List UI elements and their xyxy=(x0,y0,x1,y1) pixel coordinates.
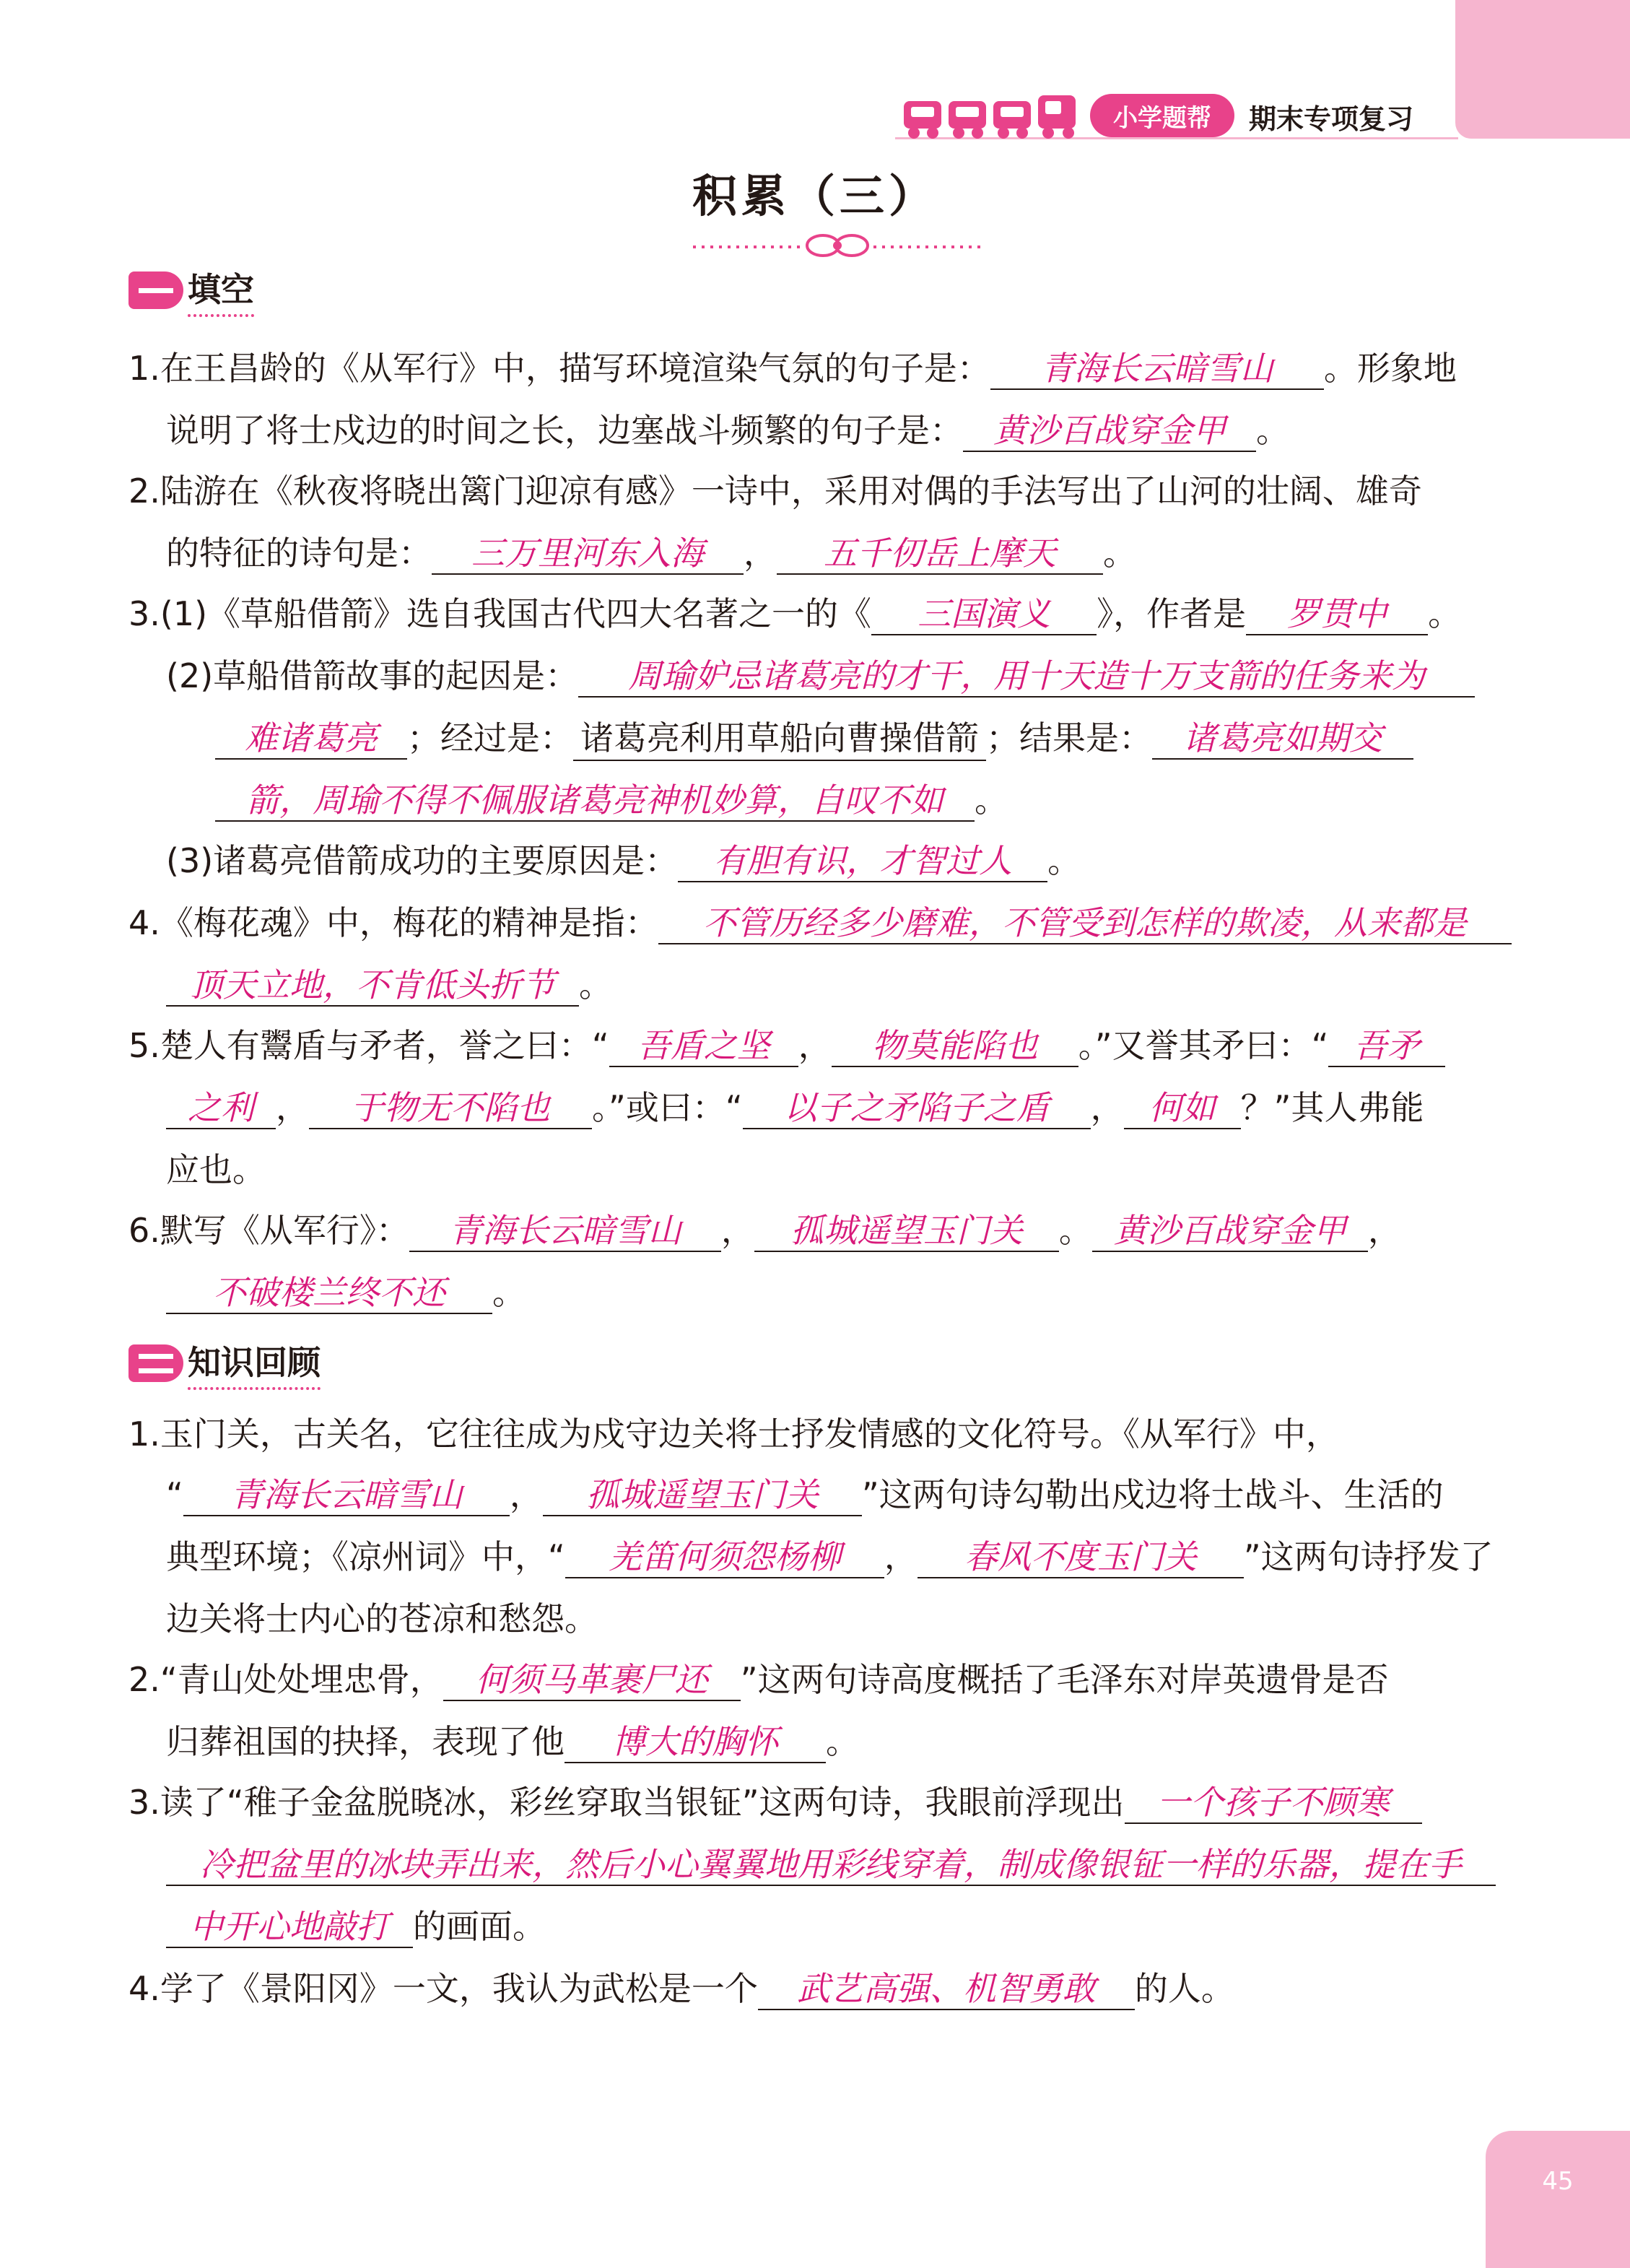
review-4-line-1: 4.学了《景阳冈》一文，我认为武松是一个 武艺高强、机智勇敢 的人。 xyxy=(128,1967,1234,2010)
answer-blank[interactable]: 孤城遥望玉门关 xyxy=(543,1474,862,1516)
header-title: 期末专项复习 xyxy=(1249,103,1414,135)
question-3-2-line-2: 难诸葛亮 ；经过是： 诸葛亮利用草船向曹操借箭 ；结果是： 诸葛亮如期交 xyxy=(215,716,1413,761)
answer-blank[interactable]: 冷把盆里的冰块弄出来，然后小心翼翼地用彩线穿着，制成像银钲一样的乐器，提在手 xyxy=(166,1844,1496,1886)
section-label: 填空 xyxy=(188,264,254,317)
answer-blank[interactable]: 羌笛何须怨杨柳 xyxy=(565,1537,884,1578)
corner-tab xyxy=(1455,0,1630,139)
section-badge xyxy=(128,1344,183,1382)
question-3-line-1: 3.(1)《草船借箭》选自我国古代四大名著之一的《 三国演义 》，作者是 罗贯中 。 xyxy=(128,592,1461,635)
question-3-2-line-3: 箭，周瑜不得不佩服诸葛亮神机妙算，自叹不如 。 xyxy=(215,778,1008,822)
answer-blank[interactable]: 以子之矛陷子之盾 xyxy=(743,1087,1091,1129)
answer-blank[interactable]: 箭，周瑜不得不佩服诸葛亮神机妙算，自叹不如 xyxy=(215,780,975,822)
review-1-line-3: 典型环境；《凉州词》中，“ 羌笛何须怨杨柳 ， 春风不度玉门关 ”这两句诗抒发了 xyxy=(166,1535,1494,1578)
answer-blank[interactable]: 武艺高强、机智勇敢 xyxy=(758,1968,1135,2010)
answer-blank[interactable]: 博大的胸怀 xyxy=(565,1721,826,1763)
answer-blank[interactable]: 三国演义 xyxy=(871,594,1097,635)
answer-blank[interactable]: 中开心地敲打 xyxy=(166,1906,413,1948)
section-header-fill-blank xyxy=(128,261,254,319)
section-label: 知识回顾 xyxy=(188,1337,321,1390)
section-header-review xyxy=(128,1334,321,1392)
answer-blank[interactable]: 孤城遥望玉门关 xyxy=(754,1210,1059,1252)
question-5-line-1: 5.楚人有鬻盾与矛者，誉之曰：“ 吾盾之坚 ， 物莫能陷也 。”又誉其矛曰：“ 吾矛 xyxy=(128,1024,1445,1067)
question-1-line-2: 说明了将士戍边的时间之长，边塞战斗频繁的句子是： 黄沙百战穿金甲 。 xyxy=(166,409,1289,452)
review-1-line-2: “ 青海长云暗雪山 ， 孤城遥望玉门关 ”这两句诗勾勒出戍边将士战斗、生活的 xyxy=(166,1473,1444,1516)
answer-blank[interactable]: 春风不度玉门关 xyxy=(918,1537,1244,1578)
question-1-line-1: 1.在王昌龄的《从军行》中，描写环境渲染气氛的句子是： 青海长云暗雪山 。形象地 xyxy=(128,347,1457,390)
answer-blank[interactable]: 于物无不陷也 xyxy=(309,1087,592,1129)
answer-blank[interactable]: 三万里河东入海 xyxy=(432,533,744,575)
page-number: 45 xyxy=(1542,2167,1574,2196)
answer-blank[interactable]: 难诸葛亮 xyxy=(215,718,407,760)
answer-blank[interactable]: 不管历经多少磨难，不管受到怎样的欺凌，从来都是 xyxy=(658,903,1512,944)
review-1-line-4: 边关将士内心的苍凉和愁怨。 xyxy=(166,1599,598,1638)
answer-blank[interactable]: 诸葛亮如期交 xyxy=(1152,718,1413,760)
answer-blank[interactable]: 物莫能陷也 xyxy=(832,1025,1078,1067)
answer-blank[interactable]: 吾盾之坚 xyxy=(609,1025,798,1067)
answer-blank[interactable]: 顶天立地，不肯低头折节 xyxy=(166,965,579,1007)
answer-blank[interactable]: 吾矛 xyxy=(1328,1025,1445,1067)
answer-blank[interactable]: 之利 xyxy=(166,1087,276,1129)
answer-blank[interactable]: 何如 xyxy=(1124,1087,1241,1129)
brand-pill: 小学题帮 xyxy=(1090,94,1234,137)
question-5-line-2: 之利 ， 于物无不陷也 。”或曰：“ 以子之矛陷子之盾 ， 何如 ？”其人弗能 xyxy=(166,1086,1424,1129)
question-4-line-2: 顶天立地，不肯低头折节 。 xyxy=(166,963,612,1007)
review-3-line-3: 中开心地敲打 的画面。 xyxy=(166,1905,546,1948)
question-2-line-2: 的特征的诗句是： 三万里河东入海 ， 五千仞岳上摩天 。 xyxy=(166,531,1136,575)
answer-blank[interactable]: 一个孩子不顾寒 xyxy=(1125,1782,1422,1824)
question-3-2-line-1: (2)草船借箭故事的起因是： 周瑜妒忌诸葛亮的才干，用十天造十万支箭的任务来为 xyxy=(166,654,1475,698)
answer-blank[interactable]: 黄沙百战穿金甲 xyxy=(963,410,1256,452)
question-5-line-3: 应也。 xyxy=(166,1150,266,1189)
bow-divider-icon xyxy=(693,230,982,258)
answer-blank[interactable]: 五千仞岳上摩天 xyxy=(777,533,1103,575)
review-3-line-1: 3.读了“稚子金盆脱晓冰，彩丝穿取当银钲”这两句诗，我眼前浮现出 一个孩子不顾寒 xyxy=(128,1781,1422,1824)
answer-blank[interactable]: 青海长云暗雪山 xyxy=(990,348,1324,390)
answer-blank[interactable]: 不破楼兰终不还 xyxy=(166,1272,492,1314)
section-badge xyxy=(128,271,183,309)
answer-blank[interactable]: 青海长云暗雪山 xyxy=(409,1210,721,1252)
answer-blank[interactable]: 罗贯中 xyxy=(1246,594,1428,635)
train-icon xyxy=(901,91,1081,143)
answer-blank[interactable]: 周瑜妒忌诸葛亮的才干，用十天造十万支箭的任务来为 xyxy=(578,656,1475,698)
review-2-line-1: 2.“青山处处埋忠骨， 何须马革裹尸还 ”这两句诗高度概括了毛泽东对岸英遗骨是否 xyxy=(128,1658,1389,1701)
question-3-3-line: (3)诸葛亮借箭成功的主要原因是： 有胆有识，才智过人 。 xyxy=(166,839,1081,882)
review-1-line-1: 1.玉门关，古关名，它往往成为戍守边关将士抒发情感的文化符号。《从军行》中， xyxy=(128,1415,1339,1454)
question-6-line-1: 6.默写《从军行》： 青海长云暗雪山 ， 孤城遥望玉门关 。 黄沙百战穿金甲 ， xyxy=(128,1209,1401,1252)
question-2-line-1: 2.陆游在《秋夜将晓出篱门迎凉有感》一诗中，采用对偶的手法写出了山河的壮阔、雄奇 xyxy=(128,472,1422,510)
page-title: 积累（三） xyxy=(692,170,938,222)
review-3-line-2 xyxy=(166,1843,1496,1886)
answer-blank[interactable]: 青海长云暗雪山 xyxy=(183,1474,510,1516)
process-text: 诸葛亮利用草船向曹操借箭 xyxy=(573,716,986,761)
question-6-line-2: 不破楼兰终不还 。 xyxy=(166,1271,526,1314)
answer-blank[interactable]: 有胆有识，才智过人 xyxy=(678,840,1047,882)
question-4-line-1: 4.《梅花魂》中，梅花的精神是指： 不管历经多少磨难，不管受到怎样的欺凌，从来都是 xyxy=(128,901,1512,944)
answer-blank[interactable]: 黄沙百战穿金甲 xyxy=(1092,1210,1368,1252)
answer-blank[interactable]: 何须马革裹尸还 xyxy=(443,1659,741,1701)
review-2-line-2: 归葬祖国的抉择，表现了他 博大的胸怀 。 xyxy=(166,1720,859,1763)
